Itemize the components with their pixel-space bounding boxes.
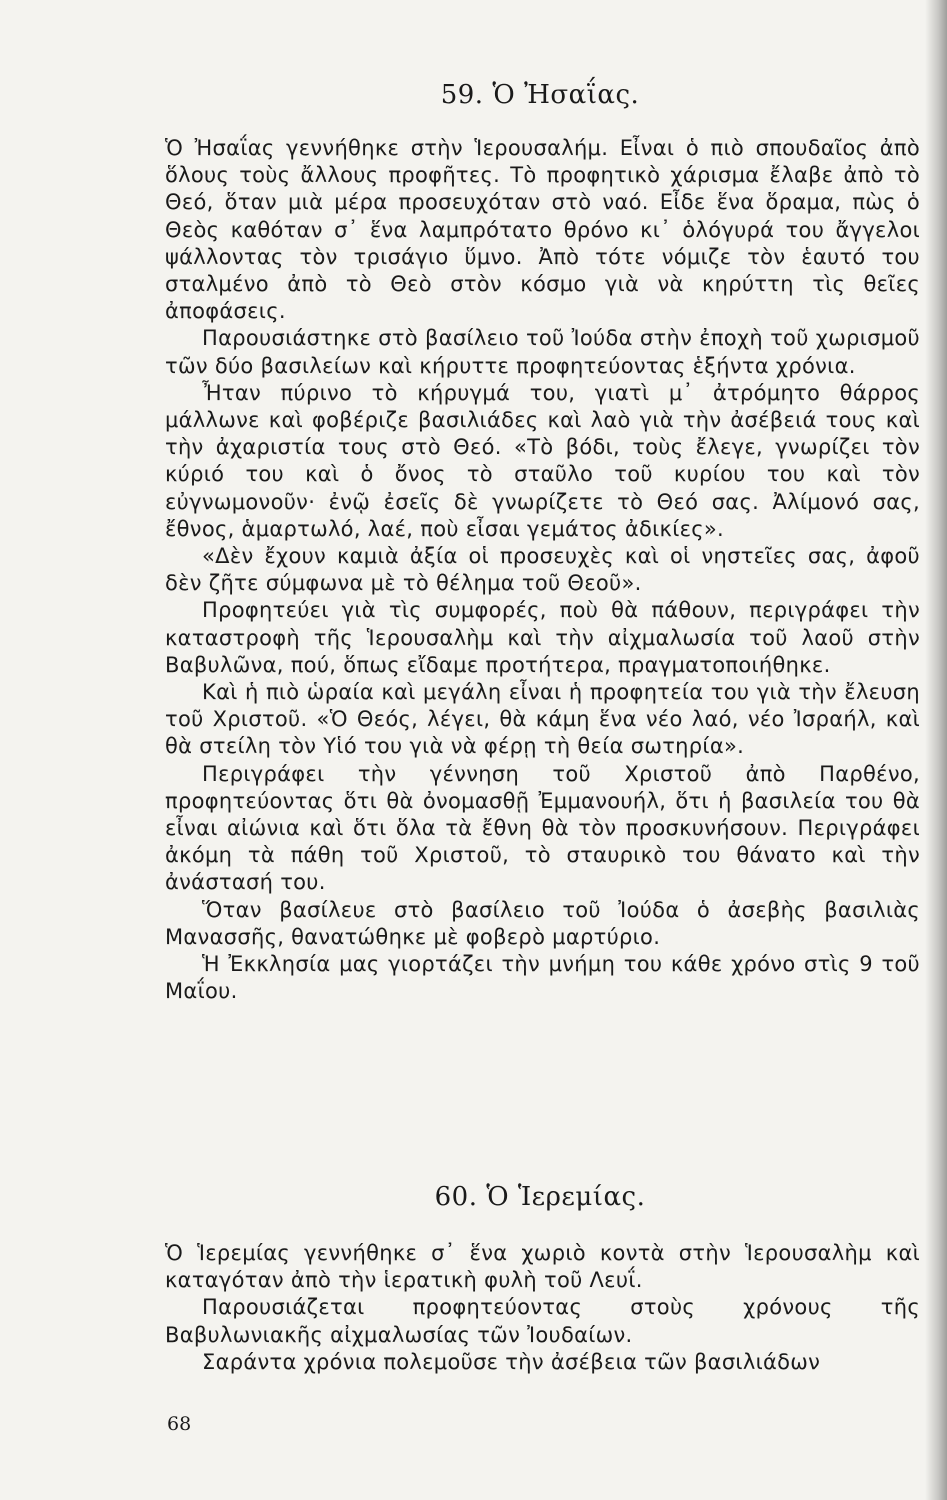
page-edge-shadow [925, 0, 947, 1500]
paragraph: Ὅταν βασίλευε στὸ βασίλειο τοῦ Ἰούδα ὁ ἀσεβὴς βασιλιὰς Μανασσῆς, θανατώθηκε μὲ φοβερὸ μαρτύριο. [165, 897, 920, 949]
chapter-title-59: 59. Ὁ Ἠσαΐας. [440, 80, 640, 110]
chapter-body-60 [165, 1240, 920, 1376]
paragraph: Ὁ Ἱερεμίας γεννήθηκε σ᾽ ἕνα χωριὸ κοντὰ στὴν Ἱερουσαλὴμ καὶ καταγόταν ἀπὸ τὴν ἱερατικὴ φυλὴ τοῦ Λευΐ. [165, 1241, 920, 1293]
paragraph: Ἡ Ἐκκλησία μας γιορτάζει τὴν μνήμη του κάθε χρόνο στὶς 9 τοῦ Μαΐου. [165, 952, 920, 1004]
page-number: 68 [167, 1413, 192, 1435]
paragraph: Παρουσιάστηκε στὸ βασίλειο τοῦ Ἰούδα στὴν ἐποχὴ τοῦ χωρισμοῦ τῶν δύο βασιλείων καὶ κήρυττε προφητεύοντας ἑξήντα χρόνια. [165, 326, 920, 378]
paragraph: Ὁ Ἠσαΐας γεννήθηκε στὴν Ἱερουσαλήμ. Εἶναι ὁ πιὸ σπουδαῖος ἀπὸ ὅλους τοὺς ἄλλους προφῆτες. Τὸ προφητικὸ χάρισμα ἔλαβε ἀπὸ τὸ Θεό, ὅταν μιὰ μέρα προσευχόταν στὸ ναό. Εἶδε ἕνα ὅραμα, πὼς ὁ Θεὸς καθόταν σ᾽ ἕνα λαμπρότατο θρόνο κι᾽ ὁλόγυρά του ἄγγελοι ψάλλοντας τὸν τρισάγιο ὕμνο. Ἀπὸ τότε νόμιζε τὸν ἑαυτό του σταλμένο ἀπὸ τὸ Θεὸ στὸν κόσμο γιὰ νὰ κηρύττη τὶς θεῖες ἀποφάσεις. [165, 136, 920, 324]
chapter-title-60: 60. Ὁ Ἱερεμίας. [434, 1182, 646, 1212]
chapter-body-59 [165, 135, 920, 1006]
paragraph: Περιγράφει τὴν γέννηση τοῦ Χριστοῦ ἀπὸ Παρθένο, προφητεύοντας ὅτι θὰ ὀνομασθῇ Ἐμμανουήλ, ὅτι ἡ βασιλεία του θὰ εἶναι αἰώνια καὶ ὅτι ὅλα τὰ ἔθνη θὰ τὸν προσκυνήσουν. Περιγράφει ἀκόμη τὰ πάθη τοῦ Χριστοῦ, τὸ σταυρικὸ του θάνατο καὶ τὴν ἀνάστασή του. [165, 761, 920, 895]
paragraph: Καὶ ἡ πιὸ ὡραία καὶ μεγάλη εἶναι ἡ προφητεία του γιὰ τὴν ἔλευση τοῦ Χριστοῦ. «Ὁ Θεός, λέγει, θὰ κάμη ἕνα νέο λαό, νέο Ἰσραήλ, καὶ θὰ στείλη τὸν Υἱό του γιὰ νὰ φέρῃ τὴ θεία σωτηρία». [165, 680, 920, 759]
paragraph: Σαράντα χρόνια πολεμοῦσε τὴν ἀσέβεια τῶν βασιλιάδων [202, 1349, 821, 1374]
paragraph: «Δὲν ἔχουν καμιὰ ἀξία οἱ προσευχὲς καὶ οἱ νηστεῖες σας, ἀφοῦ δὲν ζῆτε σύμφωνα μὲ τὸ θέλημα τοῦ Θεοῦ». [165, 544, 920, 596]
paragraph: Προφητεύει γιὰ τὶς συμφορές, ποὺ θὰ πάθουν, περιγράφει τὴν καταστροφὴ τῆς Ἱερουσαλὴμ καὶ τὴν αἰχμαλωσία τοῦ λαοῦ στὴν Βαβυλῶνα, πού, ὅπως εἴδαμε προτήτερα, πραγματοποιήθηκε. [165, 598, 920, 677]
paragraph: Παρουσιάζεται προφητεύοντας στοὺς χρόνους τῆς Βαβυλωνιακῆς αἰχμαλωσίας τῶν Ἰουδαίων. [165, 1295, 920, 1347]
paragraph: Ἦταν πύρινο τὸ κήρυγμά του, γιατὶ μ᾽ ἀτρόμητο θάρρος μάλλωνε καὶ φοβέριζε βασιλιάδες καὶ λαὸ γιὰ τὴν ἀσέβειά τους καὶ τὴν ἀχαριστία τους στὸ Θεό. «Τὸ βόδι, τοὺς ἔλεγε, γνωρίζει τὸν κύριό του καὶ ὁ ὄνος τὸ σταῦλο τοῦ κυρίου του καὶ τὸν εὐγνωμονοῦν· ἐνῷ ἐσεῖς δὲ γνωρίζετε τὸ Θεό σας. Ἀλίμονό σας, ἔθνος, ἁμαρτωλό, λαέ, ποὺ εἶσαι γεμάτος ἀδικίες». [165, 380, 920, 541]
